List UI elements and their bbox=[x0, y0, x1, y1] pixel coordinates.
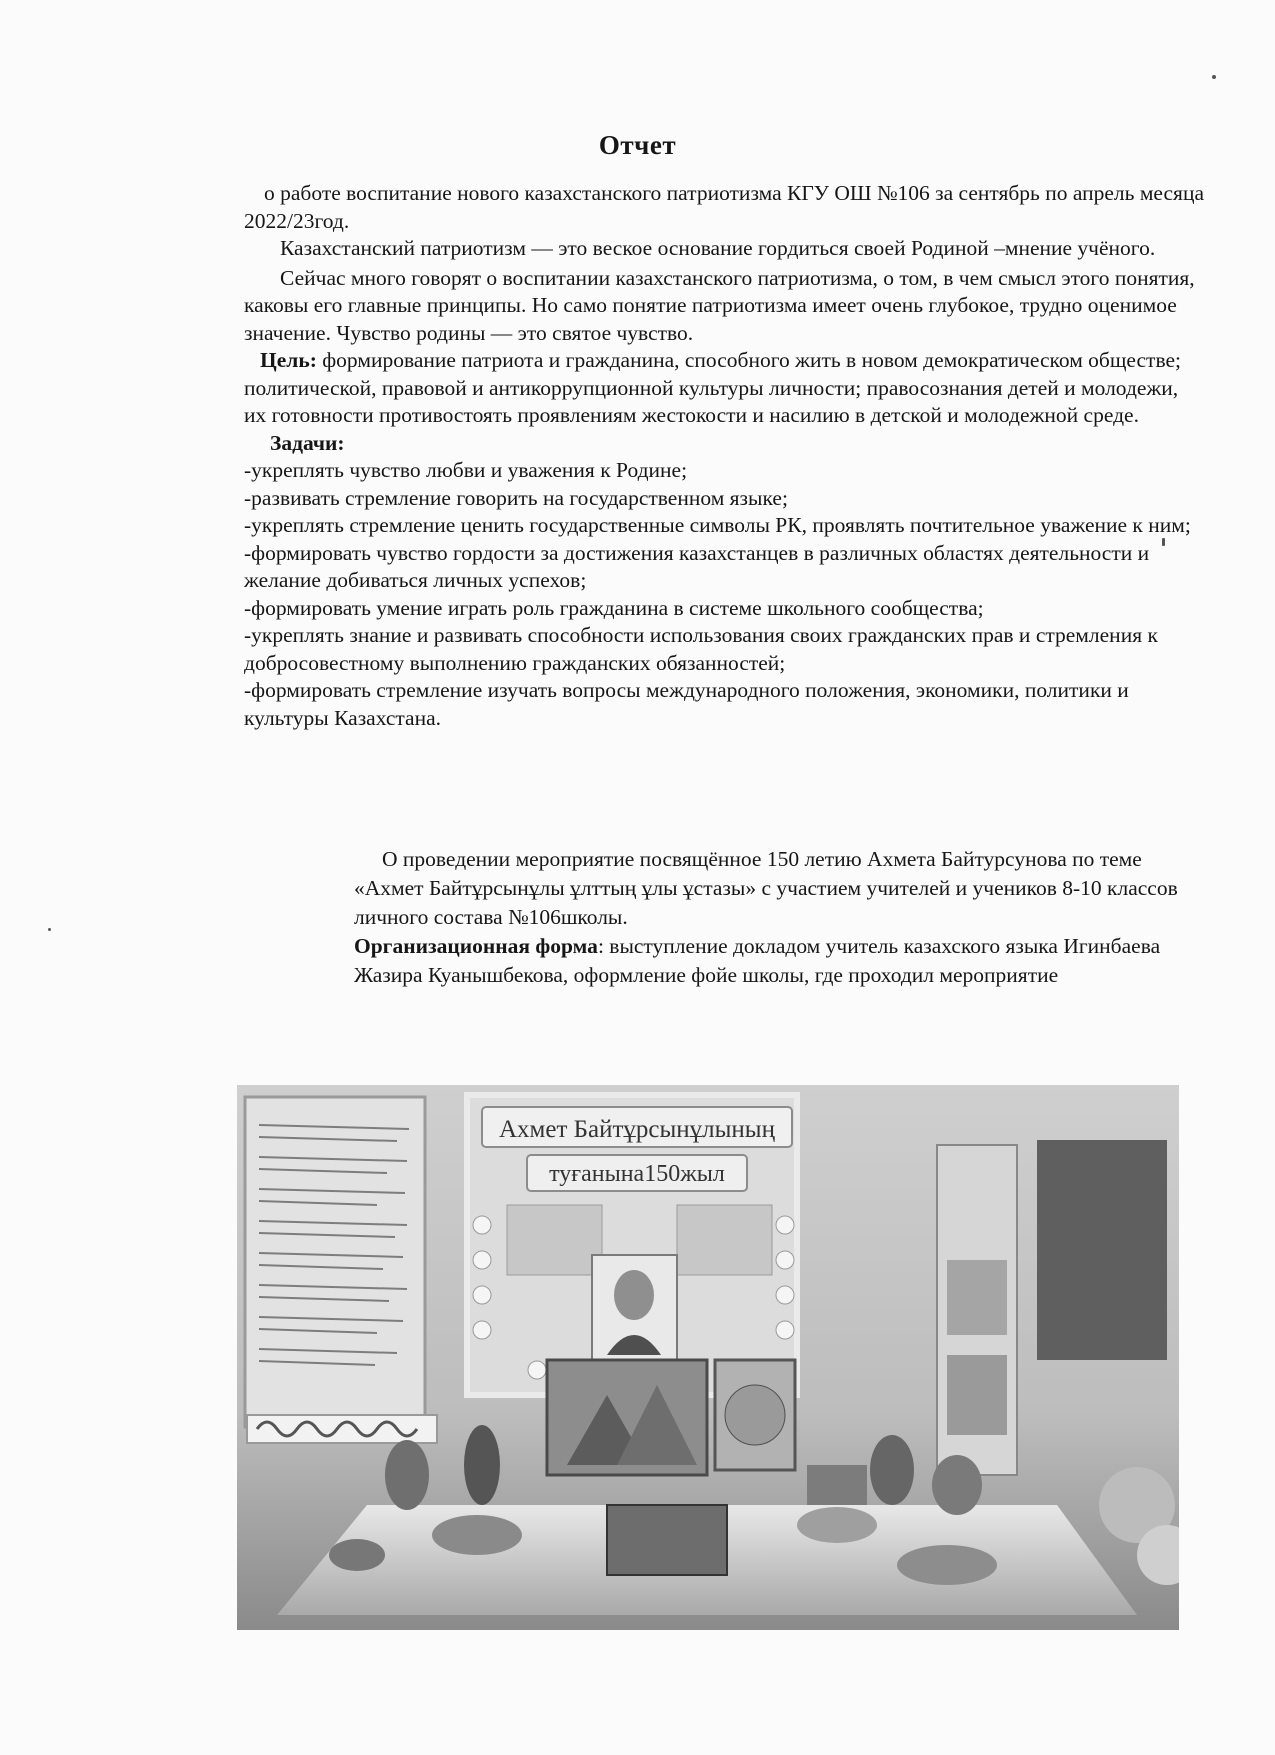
context-paragraph: Сейчас много говорят о воспитании казахстанского патриотизма, о том, в чем смысл этого понятия, каковы его главные принципы. Но само понятие патриотизма имеет очень глубокое, трудно оценимое значение. Чувство родины — это святое чувство. bbox=[244, 265, 1195, 345]
organization-form-label: Организационная форма bbox=[354, 934, 598, 958]
quote-paragraph: Казахстанский патриотизм — это веское основание гордиться своей Родиной –мнение учёного. bbox=[280, 236, 1156, 260]
event-paragraph: О проведении мероприятие посвящённое 150 летию Ахмета Байтурсунова по теме «Ахмет Байтұрсынұлы ұлттың ұлы ұстазы» с участием учителей и учеников 8-10 классов личного состава №106школы. bbox=[354, 847, 1178, 929]
task-item: -укреплять стремление ценить государственные символы РК, проявлять почтительное уважение к ним; bbox=[244, 513, 1191, 537]
event-photo bbox=[237, 1085, 1179, 1630]
organization-form-text: : выступление докладом учитель казахского языка Игинбаева Жазира Куанышбекова, оформление фойе школы, где проходил мероприятие bbox=[354, 934, 1161, 987]
task-item: -укреплять чувство любви и уважения к Родине; bbox=[244, 458, 688, 482]
document-title: Отчет bbox=[598, 130, 677, 160]
banner-line-2: туғанына150жыл bbox=[549, 1161, 725, 1187]
scan-speck bbox=[1162, 538, 1165, 546]
left-info-stand bbox=[245, 1097, 437, 1443]
scan-speck bbox=[1212, 75, 1216, 79]
task-item: -формировать умение играть роль гражданина в системе школьного сообщества; bbox=[244, 595, 984, 620]
goal-text: формирование патриота и гражданина, способного жить в новом демократическом обществе; политической, правовой и антикоррупционной культуры личности; правосознания детей и молодежи, их готовности противостоять проявлениям жестокости и насилию в детской и молодежной среде. bbox=[244, 348, 1181, 427]
center-exhibition-board bbox=[467, 1095, 797, 1395]
intro-paragraph: о работе воспитание нового казахстанского патриотизма КГУ ОШ №106 за сентябрь по апрель месяца 2022/23год. bbox=[244, 181, 1204, 233]
task-item: -развивать стремление говорить на государственном языке; bbox=[244, 485, 788, 510]
report-body bbox=[244, 180, 1204, 732]
event-section bbox=[354, 845, 1212, 990]
scan-speck bbox=[48, 928, 51, 931]
tasks-list bbox=[244, 457, 1204, 732]
task-item: -формировать чувство гордости за достижения казахстанцев в различных областях деятельности и желание добиваться личных успехов; bbox=[244, 540, 1150, 592]
banner-line-1: Ахмет Байтұрсынұлының bbox=[498, 1116, 776, 1143]
goal-paragraph bbox=[244, 347, 1204, 430]
task-item: -формировать стремление изучать вопросы международного положения, экономики, политики и культуры Казахстана. bbox=[244, 678, 1129, 730]
goal-label: Цель: bbox=[260, 348, 317, 372]
tasks-label: Задачи: bbox=[270, 430, 345, 455]
organization-form-paragraph bbox=[354, 932, 1212, 990]
task-item: -укреплять знание и развивать способности использования своих гражданских прав и стремления к добросовестному выполнению гражданских обязанностей; bbox=[244, 623, 1158, 675]
